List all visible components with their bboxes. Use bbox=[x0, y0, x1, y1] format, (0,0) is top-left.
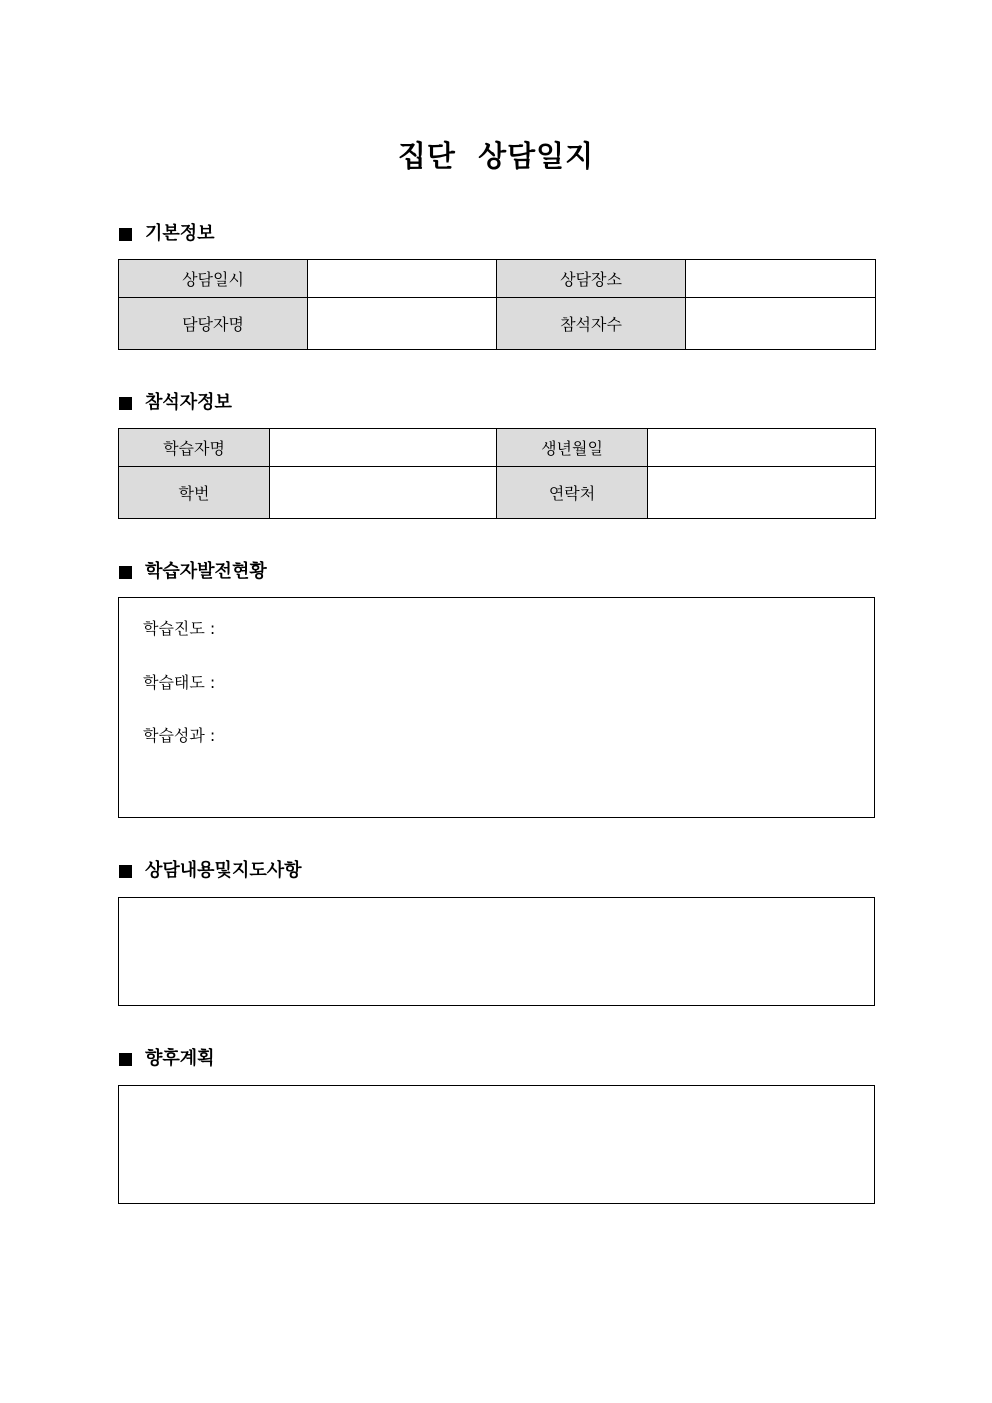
section-heading-plan bbox=[119, 1047, 215, 1071]
birth-date-field[interactable] bbox=[648, 429, 876, 467]
label-staff-name: 담당자명 bbox=[119, 298, 308, 350]
attendee-count-field[interactable] bbox=[686, 298, 876, 350]
counsel-content-box[interactable] bbox=[118, 897, 875, 1006]
basic-info-table bbox=[118, 259, 876, 350]
learning-progress-label: 학습진도 : bbox=[143, 619, 216, 638]
label-counsel-place: 상담장소 bbox=[497, 260, 686, 298]
learner-name-field[interactable] bbox=[270, 429, 497, 467]
participant-info-table bbox=[118, 428, 876, 519]
counsel-place-field[interactable] bbox=[686, 260, 876, 298]
label-attendee-count: 참석자수 bbox=[497, 298, 686, 350]
learning-attitude-label: 학습태도 : bbox=[143, 673, 216, 692]
square-bullet-icon bbox=[119, 228, 132, 241]
future-plan-box[interactable] bbox=[118, 1085, 875, 1204]
label-counsel-datetime: 상담일시 bbox=[119, 260, 308, 298]
page-title: 집단 상담일지 bbox=[397, 139, 595, 173]
section-heading-content bbox=[119, 859, 302, 883]
square-bullet-icon bbox=[119, 865, 132, 878]
section-heading-participant bbox=[119, 391, 232, 415]
label-student-id: 학번 bbox=[119, 467, 270, 519]
section-heading-label: 향후계획 bbox=[145, 1048, 215, 1069]
counsel-datetime-field[interactable] bbox=[308, 260, 497, 298]
contact-field[interactable] bbox=[648, 467, 876, 519]
square-bullet-icon bbox=[119, 566, 132, 579]
section-heading-label: 참석자정보 bbox=[145, 392, 232, 413]
label-learner-name: 학습자명 bbox=[119, 429, 270, 467]
square-bullet-icon bbox=[119, 1053, 132, 1066]
section-heading-progress bbox=[119, 560, 267, 584]
square-bullet-icon bbox=[119, 397, 132, 410]
student-id-field[interactable] bbox=[270, 467, 497, 519]
section-heading-label: 기본정보 bbox=[145, 223, 215, 244]
label-contact: 연락처 bbox=[497, 467, 648, 519]
section-heading-basic bbox=[119, 222, 215, 246]
section-heading-label: 학습자발전현황 bbox=[145, 561, 267, 582]
learning-outcome-label: 학습성과 : bbox=[143, 726, 216, 745]
label-birth-date: 생년월일 bbox=[497, 429, 648, 467]
staff-name-field[interactable] bbox=[308, 298, 497, 350]
section-heading-label: 상담내용및지도사항 bbox=[145, 860, 302, 881]
progress-box[interactable] bbox=[118, 597, 875, 818]
